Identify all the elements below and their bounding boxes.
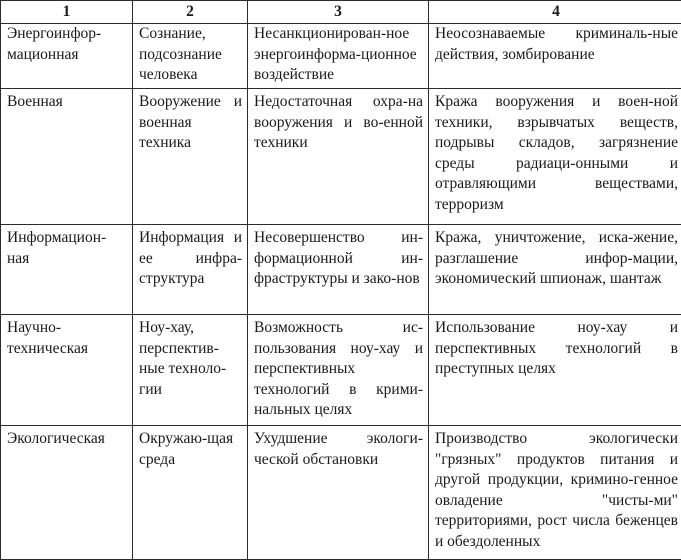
cell-object <box>133 24 248 89</box>
header-col-3: 3 <box>248 1 429 24</box>
header-col-1: 1 <box>1 1 133 24</box>
table-row <box>1 89 681 225</box>
cell-text: Несовершенство ин-формационной ин-фраструктуры и зако-нов <box>254 228 423 290</box>
cell-type <box>1 225 133 315</box>
cell-text: Вооружение и военная техника <box>139 92 242 154</box>
cell-text: Кража вооружения и воен-ной техники, взрывчатых веществ, подрывы складов, загрязнение среды радиаци-онными и отравляющими веществами, терроризм <box>435 92 678 215</box>
cell-text: Сознание, подсознание человека <box>139 24 242 86</box>
cell-cause <box>248 426 429 560</box>
cell-text: Военная <box>7 92 127 113</box>
cell-text: Информацион-ная <box>7 228 127 269</box>
cell-type <box>1 426 133 560</box>
header-col-4: 4 <box>429 1 681 24</box>
table-row <box>1 225 681 315</box>
cell-cause <box>248 24 429 89</box>
cell-text: Окружаю-щая среда <box>139 429 242 470</box>
cell-text: Ухудшение экологи-ческой обстановки <box>254 429 423 470</box>
cell-text: Информация и ее инфра-структура <box>139 228 242 290</box>
cell-object <box>133 225 248 315</box>
cell-text: Неосознаваемые криминаль-ные действия, зомбирование <box>435 24 678 65</box>
cell-type <box>1 24 133 89</box>
cell-text: Экологическая <box>7 429 127 450</box>
table-row <box>1 315 681 426</box>
cell-threat <box>429 24 681 89</box>
cell-text: Несанкционирован-ное энергоинформа-ционное воздействие <box>254 24 423 86</box>
cell-object <box>133 426 248 560</box>
header-row <box>1 1 681 24</box>
cell-text: Научно- техническая <box>7 318 127 359</box>
cell-text: Использование ноу-хау и перспективных технологий в преступных целях <box>435 318 678 380</box>
cell-text: Производство экологически "грязных" продуктов питания и другой продукции, кримино-генное овладение "чисты-ми" территориями, рост числа беженцев и обездоленных <box>435 429 678 552</box>
cell-text: Возможность ис-пользования ноу-хау и перспективных технологий в крими-нальных целях <box>254 318 423 421</box>
header-col-2: 2 <box>133 1 248 24</box>
cell-threat <box>429 225 681 315</box>
cell-text: Ноу-хау, перспектив-ные техноло-гии <box>139 318 242 400</box>
cell-threat <box>429 315 681 426</box>
cell-cause <box>248 225 429 315</box>
table-row <box>1 24 681 89</box>
table-row <box>1 426 681 560</box>
cell-object <box>133 315 248 426</box>
cell-cause <box>248 89 429 225</box>
cell-text: Энергоинфор- мационная <box>7 24 127 65</box>
cell-type <box>1 315 133 426</box>
cell-type <box>1 89 133 225</box>
cell-cause <box>248 315 429 426</box>
cell-text: Недостаточная охра-на вооружения и во-енной техники <box>254 92 423 154</box>
cell-threat <box>429 89 681 225</box>
cell-text: Кража, уничтожение, иска-жение, разглашение инфор-мации, экономический шпионаж, шантаж <box>435 228 678 290</box>
cell-object <box>133 89 248 225</box>
cell-threat <box>429 426 681 560</box>
